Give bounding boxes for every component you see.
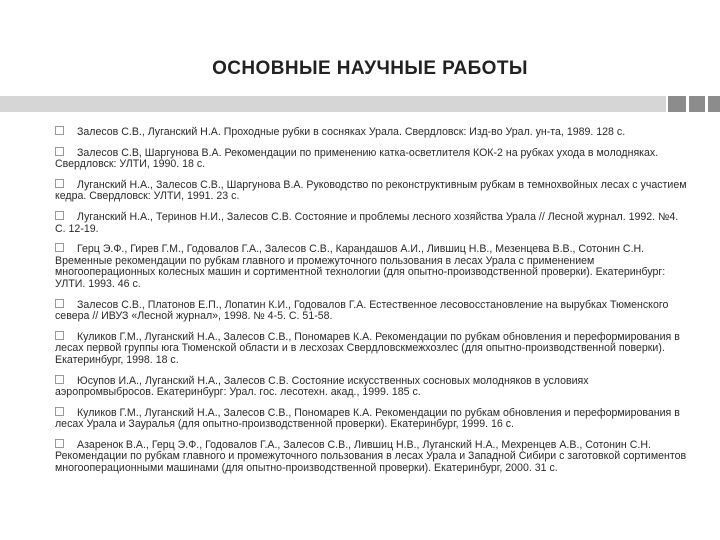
list-item-text: Залесов С.В., Платонов Е.П., Лопатин К.И., Годовалов Г.А. Естественное лесовосстановление на вырубках Тюменского севера // ИВУЗ «Лесной журнал», 1998. № 4-5. С. 51-58. — [55, 298, 669, 323]
list-item — [55, 243, 690, 290]
list-item — [55, 299, 690, 323]
decorative-band — [0, 96, 720, 112]
bullet-square-icon — [55, 439, 64, 448]
list-item — [55, 179, 690, 203]
list-item — [55, 211, 690, 235]
bullet-square-icon — [55, 331, 64, 340]
bullet-square-icon — [55, 179, 64, 188]
slide-title: ОСНОВНЫЕ НАУЧНЫЕ РАБОТЫ — [212, 58, 528, 79]
list-item-text: Залесов С.В., Луганский Н.А. Проходные рубки в сосняках Урала. Свердловск: Изд-во Урал. ун-та, 1989. 128 с. — [77, 126, 626, 138]
list-item-text: Залесов С.В, Шаргунова В.А. Рекомендации по применению катка-осветлителя КОК-2 на рубках ухода в молодняках. Свердловск: УЛТИ, 1990. 18 с. — [55, 146, 659, 171]
list-item — [55, 126, 690, 139]
bullet-square-icon — [55, 211, 64, 220]
list-item-text: Азаренок В.А., Герц Э.Ф., Годовалов Г.А., Залесов С.В., Лившиц Н.В., Луганский Н.А., Мехренцев А.В., Сотонин С.Н. Рекомендации по рубкам главного и промежуточного пользования в лесах Урала и Западной Сибири с заготовкой сортиментов многооперационными машинами (для опытно-производственной проверки). Екатеринбург, 2000. 31 с. — [55, 438, 687, 475]
bullet-square-icon — [55, 407, 64, 416]
list-item-text: Луганский Н.А., Теринов Н.И., Залесов С.В. Состояние и проблемы лесного хозяйства Урала // Лесной журнал. 1992. №4. С. 12-19. — [55, 210, 679, 235]
bullet-square-icon — [55, 243, 64, 252]
list-item — [55, 331, 690, 367]
list-item-text: Луганский Н.А., Залесов С.В., Шаргунова В.А. Руководство по реконструктивным рубкам в темнохвойных лесах с участием кедра. Свердловск: УЛТИ, 1991. 23 с. — [55, 178, 687, 203]
bullet-square-icon — [55, 299, 64, 308]
list-item — [55, 439, 690, 475]
band-dark-segment — [668, 96, 686, 112]
list-item-text: Куликов Г.М., Луганский Н.А., Залесов С.В., Пономарев К.А. Рекомендации по рубкам обновления и переформирования в лесах первой группы юга Тюменской области и в лесхозах Свердловскмежхозлес (для опытно-производственной поверки). Екатеринбург, 1998. 18 с. — [55, 330, 680, 366]
bullet-square-icon — [55, 375, 64, 384]
list-item — [55, 375, 690, 399]
bullet-square-icon — [55, 126, 64, 135]
list-item — [55, 147, 690, 171]
publication-list — [55, 126, 690, 483]
list-item — [55, 407, 690, 431]
list-item-text: Герц Э.Ф., Гирев Г.М., Годовалов Г.А., Залесов С.В., Карандашов А.И., Лившиц Н.В., Мезенцева В.В., Сотонин С.Н. Временные рекомендации по рубкам главного и промежуточного пользования в лесах Урала с применением многооперационных колесных машин и сортиментной технологии (для опытно-производственной проверки). Екатеринбург: УЛТИ. 1993. 46 с. — [55, 243, 666, 290]
bullet-square-icon — [55, 147, 64, 156]
list-item-text: Юсупов И.А., Луганский Н.А., Залесов С.В. Состояние искусственных сосновых молодняков в условиях аэропромвыбросов. Екатеринбург: Урал. гос. лесотехн. акад., 1999. 185 с. — [55, 374, 589, 399]
band-dark-segment — [689, 96, 705, 112]
band-light-segment — [0, 96, 666, 112]
list-item-text: Куликов Г.М., Луганский Н.А., Залесов С.В., Пономарев К.А. Рекомендации по рубкам обновления и переформирования в лесах Урала и Зауралья (для опытно-производственной проверки). Екатеринбург, 1999. 16 с. — [55, 406, 680, 431]
band-dark-segment — [708, 96, 720, 112]
